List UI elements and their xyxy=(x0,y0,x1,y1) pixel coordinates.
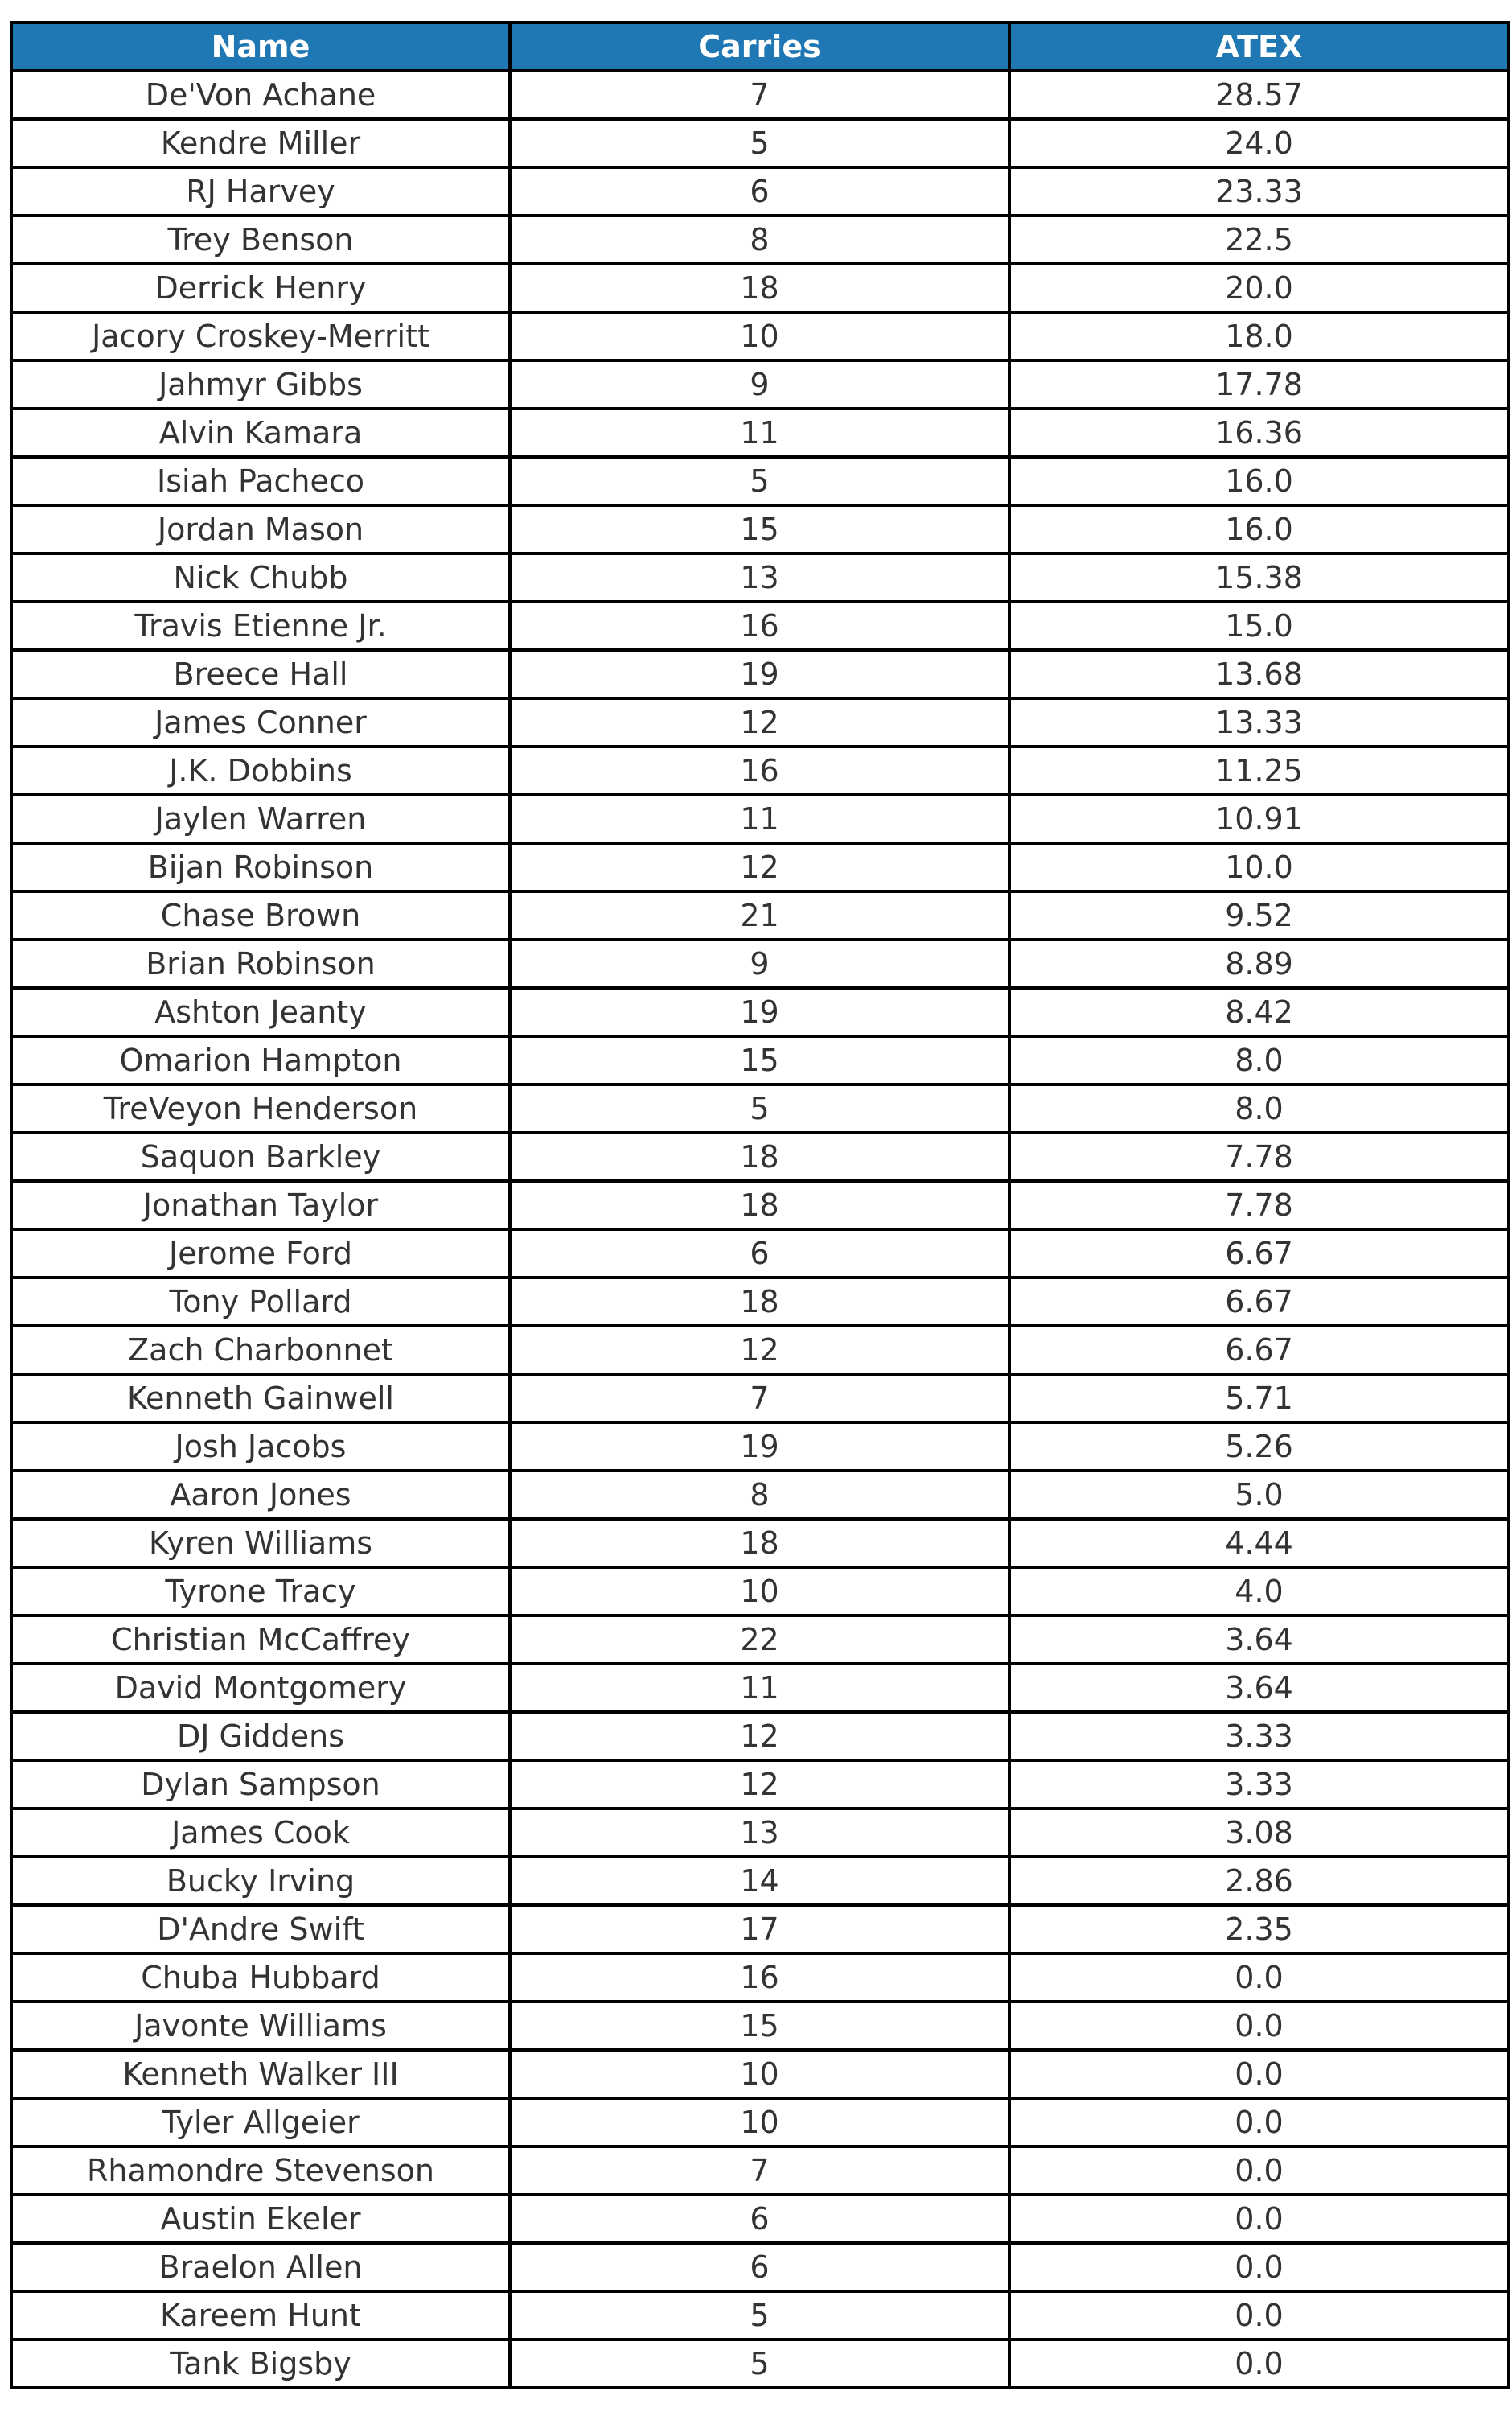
table-row xyxy=(11,2098,1509,2146)
cell-name: Kenneth Gainwell xyxy=(11,1374,510,1422)
cell-carries: 10 xyxy=(510,2050,1009,2098)
cell-name: James Conner xyxy=(11,698,510,747)
cell-name: Tyler Allgeier xyxy=(11,2098,510,2146)
cell-carries: 15 xyxy=(510,505,1009,554)
table-row xyxy=(11,1036,1509,1084)
table-row xyxy=(11,2243,1509,2291)
table-row xyxy=(11,505,1509,554)
cell-atex: 3.33 xyxy=(1009,1712,1509,1760)
cell-atex: 9.52 xyxy=(1009,891,1509,940)
table-row xyxy=(11,2002,1509,2050)
cell-carries: 5 xyxy=(510,457,1009,505)
cell-atex: 16.0 xyxy=(1009,457,1509,505)
table-row xyxy=(11,1760,1509,1809)
cell-name: Travis Etienne Jr. xyxy=(11,602,510,650)
table-row xyxy=(11,1229,1509,1278)
cell-name: Jaylen Warren xyxy=(11,795,510,843)
cell-atex: 22.5 xyxy=(1009,216,1509,264)
cell-carries: 6 xyxy=(510,167,1009,216)
cell-name: Tony Pollard xyxy=(11,1278,510,1326)
table-body xyxy=(11,71,1509,2388)
cell-atex: 23.33 xyxy=(1009,167,1509,216)
cell-name: David Montgomery xyxy=(11,1664,510,1712)
cell-carries: 8 xyxy=(510,216,1009,264)
table-row xyxy=(11,940,1509,988)
table-row xyxy=(11,1374,1509,1422)
cell-atex: 5.71 xyxy=(1009,1374,1509,1422)
cell-atex: 8.42 xyxy=(1009,988,1509,1036)
table-row xyxy=(11,1809,1509,1857)
cell-name: Brian Robinson xyxy=(11,940,510,988)
cell-atex: 8.0 xyxy=(1009,1036,1509,1084)
cell-atex: 3.64 xyxy=(1009,1615,1509,1664)
cell-carries: 15 xyxy=(510,2002,1009,2050)
table-row xyxy=(11,71,1509,119)
cell-name: De'Von Achane xyxy=(11,71,510,119)
cell-name: Chase Brown xyxy=(11,891,510,940)
cell-name: Zach Charbonnet xyxy=(11,1326,510,1374)
cell-carries: 5 xyxy=(510,1084,1009,1133)
cell-carries: 16 xyxy=(510,1953,1009,2002)
cell-atex: 8.0 xyxy=(1009,1084,1509,1133)
cell-carries: 22 xyxy=(510,1615,1009,1664)
cell-carries: 19 xyxy=(510,650,1009,698)
cell-carries: 15 xyxy=(510,1036,1009,1084)
table-row xyxy=(11,2146,1509,2195)
cell-name: Saquon Barkley xyxy=(11,1133,510,1181)
cell-name: Isiah Pacheco xyxy=(11,457,510,505)
column-header-atex: ATEX xyxy=(1009,23,1509,71)
table-row xyxy=(11,747,1509,795)
cell-name: Javonte Williams xyxy=(11,2002,510,2050)
cell-atex: 5.0 xyxy=(1009,1471,1509,1519)
cell-atex: 17.78 xyxy=(1009,360,1509,409)
cell-carries: 18 xyxy=(510,1278,1009,1326)
cell-carries: 5 xyxy=(510,2340,1009,2388)
cell-carries: 10 xyxy=(510,1567,1009,1615)
cell-atex: 0.0 xyxy=(1009,2195,1509,2243)
cell-name: James Cook xyxy=(11,1809,510,1857)
cell-atex: 6.67 xyxy=(1009,1229,1509,1278)
cell-name: Bucky Irving xyxy=(11,1857,510,1905)
cell-name: Tank Bigsby xyxy=(11,2340,510,2388)
table-row xyxy=(11,119,1509,167)
cell-name: DJ Giddens xyxy=(11,1712,510,1760)
cell-name: Braelon Allen xyxy=(11,2243,510,2291)
table-row xyxy=(11,312,1509,360)
cell-carries: 10 xyxy=(510,312,1009,360)
cell-name: Jahmyr Gibbs xyxy=(11,360,510,409)
table-row xyxy=(11,409,1509,457)
cell-name: TreVeyon Henderson xyxy=(11,1084,510,1133)
table-row xyxy=(11,1278,1509,1326)
cell-atex: 13.33 xyxy=(1009,698,1509,747)
cell-name: Jonathan Taylor xyxy=(11,1181,510,1229)
cell-atex: 18.0 xyxy=(1009,312,1509,360)
table-row xyxy=(11,1615,1509,1664)
cell-atex: 15.38 xyxy=(1009,554,1509,602)
table-row xyxy=(11,2195,1509,2243)
cell-atex: 3.33 xyxy=(1009,1760,1509,1809)
cell-carries: 18 xyxy=(510,1181,1009,1229)
cell-name: Kendre Miller xyxy=(11,119,510,167)
table-row xyxy=(11,1471,1509,1519)
cell-carries: 13 xyxy=(510,554,1009,602)
table-row xyxy=(11,360,1509,409)
cell-carries: 18 xyxy=(510,264,1009,312)
cell-carries: 5 xyxy=(510,119,1009,167)
cell-name: Bijan Robinson xyxy=(11,843,510,891)
cell-atex: 2.86 xyxy=(1009,1857,1509,1905)
cell-atex: 3.64 xyxy=(1009,1664,1509,1712)
cell-carries: 6 xyxy=(510,1229,1009,1278)
table-row xyxy=(11,457,1509,505)
cell-name: J.K. Dobbins xyxy=(11,747,510,795)
table-row xyxy=(11,2291,1509,2340)
cell-carries: 12 xyxy=(510,698,1009,747)
cell-name: Jordan Mason xyxy=(11,505,510,554)
cell-atex: 7.78 xyxy=(1009,1133,1509,1181)
cell-name: Kenneth Walker III xyxy=(11,2050,510,2098)
cell-atex: 20.0 xyxy=(1009,264,1509,312)
cell-carries: 17 xyxy=(510,1905,1009,1953)
cell-atex: 6.67 xyxy=(1009,1326,1509,1374)
cell-atex: 6.67 xyxy=(1009,1278,1509,1326)
table-row xyxy=(11,1519,1509,1567)
stats-table xyxy=(10,21,1510,2389)
cell-name: Nick Chubb xyxy=(11,554,510,602)
table-row xyxy=(11,1567,1509,1615)
table-row xyxy=(11,1084,1509,1133)
cell-carries: 16 xyxy=(510,747,1009,795)
cell-name: Josh Jacobs xyxy=(11,1422,510,1471)
cell-carries: 10 xyxy=(510,2098,1009,2146)
table-row xyxy=(11,1905,1509,1953)
cell-carries: 11 xyxy=(510,795,1009,843)
table-row xyxy=(11,795,1509,843)
cell-carries: 21 xyxy=(510,891,1009,940)
cell-carries: 7 xyxy=(510,1374,1009,1422)
cell-name: Alvin Kamara xyxy=(11,409,510,457)
cell-name: Kyren Williams xyxy=(11,1519,510,1567)
cell-carries: 7 xyxy=(510,2146,1009,2195)
cell-name: Kareem Hunt xyxy=(11,2291,510,2340)
cell-carries: 9 xyxy=(510,360,1009,409)
cell-name: Rhamondre Stevenson xyxy=(11,2146,510,2195)
table-row xyxy=(11,264,1509,312)
cell-carries: 12 xyxy=(510,1760,1009,1809)
cell-atex: 5.26 xyxy=(1009,1422,1509,1471)
cell-carries: 9 xyxy=(510,940,1009,988)
table-row xyxy=(11,1181,1509,1229)
cell-name: Jerome Ford xyxy=(11,1229,510,1278)
cell-atex: 13.68 xyxy=(1009,650,1509,698)
cell-atex: 0.0 xyxy=(1009,1953,1509,2002)
cell-name: Derrick Henry xyxy=(11,264,510,312)
cell-carries: 5 xyxy=(510,2291,1009,2340)
cell-carries: 7 xyxy=(510,71,1009,119)
header-row xyxy=(11,23,1509,71)
cell-carries: 11 xyxy=(510,409,1009,457)
cell-carries: 12 xyxy=(510,1326,1009,1374)
cell-name: Jacory Croskey-Merritt xyxy=(11,312,510,360)
cell-carries: 12 xyxy=(510,843,1009,891)
table-row xyxy=(11,1664,1509,1712)
cell-atex: 0.0 xyxy=(1009,2002,1509,2050)
table-row xyxy=(11,1953,1509,2002)
cell-name: Aaron Jones xyxy=(11,1471,510,1519)
table-row xyxy=(11,1422,1509,1471)
cell-atex: 11.25 xyxy=(1009,747,1509,795)
cell-atex: 16.36 xyxy=(1009,409,1509,457)
cell-atex: 24.0 xyxy=(1009,119,1509,167)
cell-atex: 28.57 xyxy=(1009,71,1509,119)
table-row xyxy=(11,216,1509,264)
table-row xyxy=(11,602,1509,650)
cell-carries: 6 xyxy=(510,2243,1009,2291)
table-row xyxy=(11,2340,1509,2388)
cell-carries: 6 xyxy=(510,2195,1009,2243)
column-header-carries: Carries xyxy=(510,23,1009,71)
table-row xyxy=(11,650,1509,698)
cell-atex: 0.0 xyxy=(1009,2291,1509,2340)
cell-atex: 0.0 xyxy=(1009,2146,1509,2195)
cell-carries: 13 xyxy=(510,1809,1009,1857)
cell-carries: 14 xyxy=(510,1857,1009,1905)
cell-name: RJ Harvey xyxy=(11,167,510,216)
cell-atex: 10.0 xyxy=(1009,843,1509,891)
cell-atex: 7.78 xyxy=(1009,1181,1509,1229)
cell-atex: 10.91 xyxy=(1009,795,1509,843)
table-row xyxy=(11,1857,1509,1905)
cell-carries: 18 xyxy=(510,1133,1009,1181)
cell-carries: 16 xyxy=(510,602,1009,650)
cell-name: Ashton Jeanty xyxy=(11,988,510,1036)
cell-name: D'Andre Swift xyxy=(11,1905,510,1953)
cell-carries: 11 xyxy=(510,1664,1009,1712)
table-row xyxy=(11,891,1509,940)
cell-carries: 12 xyxy=(510,1712,1009,1760)
cell-atex: 15.0 xyxy=(1009,602,1509,650)
cell-atex: 3.08 xyxy=(1009,1809,1509,1857)
cell-carries: 19 xyxy=(510,988,1009,1036)
cell-name: Austin Ekeler xyxy=(11,2195,510,2243)
cell-atex: 0.0 xyxy=(1009,2243,1509,2291)
cell-name: Trey Benson xyxy=(11,216,510,264)
cell-atex: 16.0 xyxy=(1009,505,1509,554)
table-row xyxy=(11,843,1509,891)
cell-carries: 8 xyxy=(510,1471,1009,1519)
cell-atex: 0.0 xyxy=(1009,2050,1509,2098)
cell-name: Breece Hall xyxy=(11,650,510,698)
cell-name: Christian McCaffrey xyxy=(11,1615,510,1664)
cell-atex: 2.35 xyxy=(1009,1905,1509,1953)
table-row xyxy=(11,167,1509,216)
cell-name: Tyrone Tracy xyxy=(11,1567,510,1615)
cell-name: Dylan Sampson xyxy=(11,1760,510,1809)
cell-atex: 4.0 xyxy=(1009,1567,1509,1615)
column-header-name: Name xyxy=(11,23,510,71)
cell-carries: 19 xyxy=(510,1422,1009,1471)
table-row xyxy=(11,1326,1509,1374)
cell-atex: 0.0 xyxy=(1009,2098,1509,2146)
table-row xyxy=(11,554,1509,602)
cell-atex: 8.89 xyxy=(1009,940,1509,988)
table-row xyxy=(11,1133,1509,1181)
table-row xyxy=(11,2050,1509,2098)
table-row xyxy=(11,698,1509,747)
table-row xyxy=(11,1712,1509,1760)
cell-atex: 4.44 xyxy=(1009,1519,1509,1567)
cell-name: Chuba Hubbard xyxy=(11,1953,510,2002)
cell-atex: 0.0 xyxy=(1009,2340,1509,2388)
cell-name: Omarion Hampton xyxy=(11,1036,510,1084)
cell-carries: 18 xyxy=(510,1519,1009,1567)
table-row xyxy=(11,988,1509,1036)
